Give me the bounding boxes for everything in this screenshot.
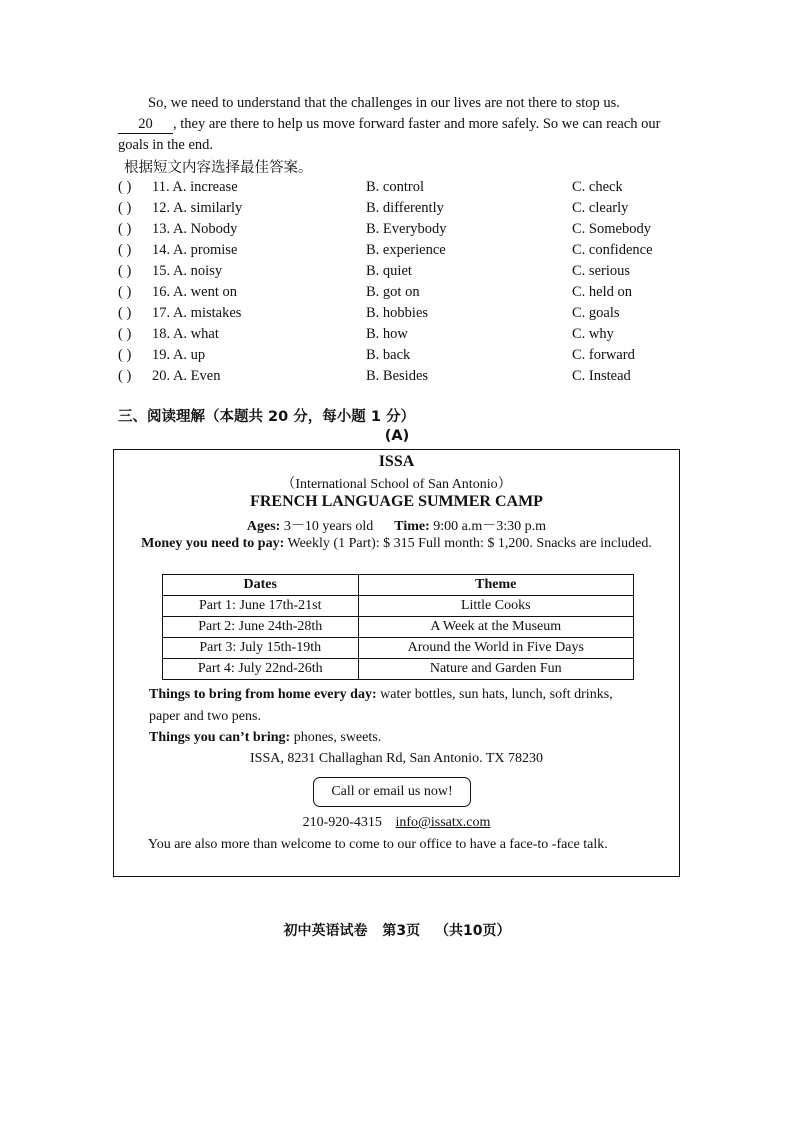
date-cell: Part 3: July 15th-19th [163, 638, 359, 659]
option-c: C. goals [572, 305, 620, 321]
answer-bracket[interactable]: ( ) [118, 263, 132, 279]
date-cell: Part 1: June 17th-21st [163, 596, 359, 617]
date-cell: Part 4: July 22nd-26th [163, 659, 359, 680]
option-b: B. got on [366, 284, 420, 300]
option-b: B. differently [366, 200, 444, 216]
theme-cell: Around the World in Five Days [358, 638, 634, 659]
option-a: 19. A. up [152, 347, 206, 363]
section-3-title: 三、阅读理解（本题共 20 分，每小题 1 分） [118, 409, 415, 425]
answer-bracket[interactable]: ( ) [118, 221, 132, 237]
option-c: C. serious [572, 263, 630, 279]
theme-header: Theme [358, 575, 634, 596]
ages-time-line [114, 515, 679, 535]
total-pages: （共10页） [435, 923, 511, 939]
passage-line-1: So, we need to understand that the challenges in our lives are not there to stop us. [148, 95, 620, 111]
cant-bring-line [149, 730, 381, 746]
contact-line [114, 815, 679, 831]
page-footer [0, 920, 794, 940]
money-label: Money you need to pay: [141, 536, 285, 551]
option-c: C. forward [572, 347, 635, 363]
date-cell: Part 2: June 24th-28th [163, 617, 359, 638]
table-row [163, 659, 634, 680]
answer-bracket[interactable]: ( ) [118, 200, 132, 216]
phone-number[interactable]: 210-920-4315 [302, 815, 382, 830]
camp-advertisement [113, 449, 680, 877]
money-value: Weekly (1 Part): $ 315 Full month: $ 1,200. Snacks are included. [287, 536, 652, 551]
option-b: B. hobbies [366, 305, 429, 321]
theme-cell: Nature and Garden Fun [358, 659, 634, 680]
option-c: C. Somebody [572, 221, 651, 237]
answer-bracket[interactable]: ( ) [118, 179, 132, 195]
option-a: 15. A. noisy [152, 263, 223, 279]
option-a: 17. A. mistakes [152, 305, 242, 321]
option-a: 12. A. similarly [152, 200, 243, 216]
bring-value-continued: paper and two pens. [149, 709, 261, 724]
option-c: C. clearly [572, 200, 629, 216]
theme-cell: Little Cooks [358, 596, 634, 617]
option-b: B. back [366, 347, 411, 363]
option-a: 18. A. what [152, 326, 219, 342]
ad-name: ISSA [378, 453, 415, 470]
bring-value: water bottles, sun hats, lunch, soft drinks, [380, 687, 613, 702]
option-a: 20. A. Even [152, 368, 221, 384]
cant-bring-label: Things you can’t bring: [149, 730, 291, 745]
page-number: 第3页 [382, 923, 421, 939]
ages-value: 3－10 years old [283, 519, 374, 534]
schedule-table [162, 574, 634, 680]
instruction-text: 根据短文内容选择最佳答案。 [124, 160, 313, 176]
closing-text: You are also more than welcome to come to our office to have a face-to -face talk. [148, 837, 608, 852]
part-a-label: (A) [384, 428, 410, 444]
option-c: C. held on [572, 284, 633, 300]
answer-blank-20[interactable]: 20 [118, 116, 173, 134]
email-link[interactable]: info@issatx.com [395, 815, 491, 830]
call-email-button[interactable]: Call or email us now! [313, 777, 471, 807]
passage-line-2 [118, 114, 778, 134]
address: ISSA, 8231 Challaghan Rd, San Antonio. TX 78230 [250, 751, 543, 766]
table-row [163, 596, 634, 617]
time-label: Time: [394, 519, 430, 534]
answer-bracket[interactable]: ( ) [118, 326, 132, 342]
answer-bracket[interactable]: ( ) [118, 242, 132, 258]
answer-bracket[interactable]: ( ) [118, 305, 132, 321]
ages-label: Ages: [246, 519, 281, 534]
answer-bracket[interactable]: ( ) [118, 347, 132, 363]
camp-title: FRENCH LANGUAGE SUMMER CAMP [250, 493, 543, 510]
option-b: B. control [366, 179, 424, 195]
option-c: C. confidence [572, 242, 653, 258]
cant-bring-value: phones, sweets. [293, 730, 382, 745]
money-line [114, 536, 679, 552]
table-row [163, 617, 634, 638]
exam-title: 初中英语试卷 [283, 923, 368, 939]
theme-cell: A Week at the Museum [358, 617, 634, 638]
option-c: C. Instead [572, 368, 631, 384]
option-b: B. Everybody [366, 221, 447, 237]
option-c: C. why [572, 326, 614, 342]
option-a: 14. A. promise [152, 242, 238, 258]
table-row [163, 638, 634, 659]
bring-line [149, 687, 613, 703]
option-a: 13. A. Nobody [152, 221, 238, 237]
option-b: B. quiet [366, 263, 412, 279]
passage-line-2-text: , they are there to help us move forward faster and more safely. So we can reach our [173, 116, 661, 132]
option-a: 11. A. increase [152, 179, 238, 195]
option-b: B. Besides [366, 368, 429, 384]
time-value: 9:00 a.m－3:30 p.m [433, 519, 547, 534]
option-b: B. how [366, 326, 408, 342]
option-c: C. check [572, 179, 623, 195]
answer-bracket[interactable]: ( ) [118, 284, 132, 300]
passage-line-3: goals in the end. [118, 137, 214, 153]
option-a: 16. A. went on [152, 284, 237, 300]
dates-header: Dates [163, 575, 359, 596]
bring-label: Things to bring from home every day: [149, 687, 377, 702]
answer-bracket[interactable]: ( ) [118, 368, 132, 384]
ad-full-name: （International School of San Antonio） [281, 477, 512, 492]
option-b: B. experience [366, 242, 446, 258]
table-header-row [163, 575, 634, 596]
